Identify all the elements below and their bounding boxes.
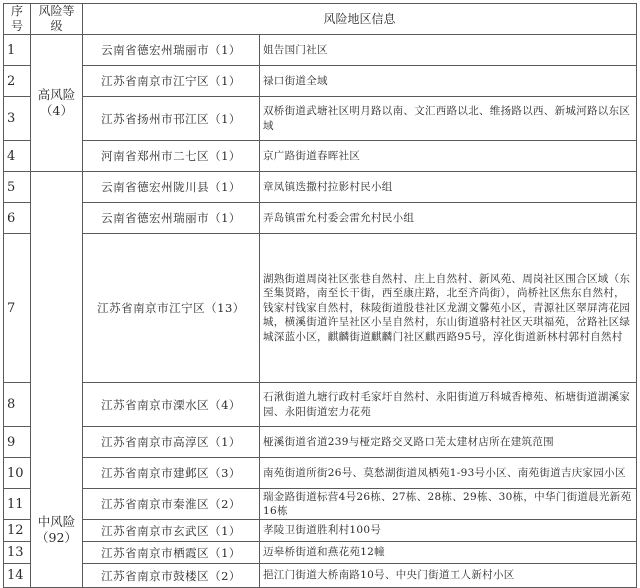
row-region: 江苏省南京市建邺区（3） — [83, 458, 260, 489]
row-seq: 14 — [4, 564, 31, 588]
header-seq: 序号 — [4, 4, 31, 35]
table-row — [4, 203, 637, 234]
level-label: 中风险 — [37, 513, 76, 529]
table-row — [4, 427, 637, 458]
table-row — [4, 520, 637, 542]
row-seq: 3 — [4, 97, 31, 141]
row-area: 桠溪街道省道239与桠定路交叉路口芜太建材店所在建筑范围 — [260, 427, 637, 458]
header-area: 风险地区信息 — [83, 4, 637, 35]
table-row — [4, 458, 637, 489]
row-area: 挹江门街道大桥南路10号、中央门街道工人新村小区 — [260, 564, 637, 588]
row-seq: 13 — [4, 542, 31, 564]
level-count: （4） — [40, 103, 73, 118]
table-row — [4, 542, 637, 564]
level-high-cell — [31, 35, 83, 172]
table-row — [4, 97, 637, 141]
row-seq: 8 — [4, 383, 31, 427]
row-area: 章凤镇迭撒村拉影村民小组 — [260, 172, 637, 203]
row-area: 双桥街道武塘社区明月路以南、文汇西路以北、维扬路以西、新城河路以东区域 — [260, 97, 637, 141]
row-seq: 10 — [4, 458, 31, 489]
level-label: 高风险 — [37, 87, 76, 102]
level-count: （92） — [36, 529, 77, 545]
row-region: 江苏省南京市玄武区（1） — [83, 520, 260, 542]
table-row — [4, 66, 637, 97]
row-area: 瑞金路街道标营4号26栋、27栋、28栋、29栋、30栋，中华门街道晨光新苑16栋 — [260, 489, 637, 520]
row-area: 禄口街道全域 — [260, 66, 637, 97]
row-area: 石湫街道九塘行政村毛家圩自然村、永阳街道万科城香樟苑、柘塘街道湖溪家园、永阳街道宏力花苑 — [260, 383, 637, 427]
row-seq: 1 — [4, 35, 31, 66]
row-area: 孝陵卫街道胜利村100号 — [260, 520, 637, 542]
row-seq: 9 — [4, 427, 31, 458]
row-region: 江苏省南京市江宁区（13） — [83, 234, 260, 383]
row-region: 江苏省南京市鼓楼区（2） — [83, 564, 260, 588]
row-seq: 5 — [4, 172, 31, 203]
row-area: 姐告国门社区 — [260, 35, 637, 66]
row-region: 江苏省南京市秦淮区（2） — [83, 489, 260, 520]
header-level: 风险等级 — [31, 4, 83, 35]
row-area: 南苑街道所街26号、莫愁湖街道凤栖苑1-93号小区、南苑街道吉庆家园小区 — [260, 458, 637, 489]
table-row — [4, 35, 637, 66]
table-row — [4, 141, 637, 172]
row-region: 云南省德宏州瑞丽市（1） — [83, 203, 260, 234]
row-seq: 4 — [4, 141, 31, 172]
risk-area-table — [3, 3, 637, 588]
row-area: 京广路街道春晖社区 — [260, 141, 637, 172]
row-area: 弄岛镇雷允村委会雷允村民小组 — [260, 203, 637, 234]
row-area: 湖熟街道周岗社区张巷自然村、庄上自然村、新风苑、周岗社区围合区域（东至集贤路，南至长干街，西至康庄路，北至齐尚街），尚桥社区焦东自然村，钱家村钱家自然村，秣陵街道殷巷社区龙湖文馨苑小区，青源社区翠屏湾花园城，横溪街道许呈社区小呈自然村，东山街道骆村社区天琪福苑，岔路社区绿城深蓝小区，麒麟街道麒麟门社区麒西路95号，淳化街道新林村郭村自然村 — [260, 234, 637, 383]
table-row — [4, 172, 637, 203]
row-region: 河南省郑州市二七区（1） — [83, 141, 260, 172]
row-seq: 6 — [4, 203, 31, 234]
row-region: 江苏省南京市栖霞区（1） — [83, 542, 260, 564]
row-seq: 7 — [4, 234, 31, 383]
table-header-row — [4, 4, 637, 35]
row-seq: 12 — [4, 520, 31, 542]
level-medium-cell — [31, 172, 83, 588]
table-row — [4, 383, 637, 427]
table-row — [4, 564, 637, 588]
row-seq: 11 — [4, 489, 31, 520]
row-region: 江苏省扬州市邗江区（1） — [83, 97, 260, 141]
row-region: 云南省德宏州瑞丽市（1） — [83, 35, 260, 66]
row-region: 江苏省南京市高淳区（1） — [83, 427, 260, 458]
row-region: 江苏省南京市溧水区（4） — [83, 383, 260, 427]
table-row — [4, 234, 637, 383]
row-region: 江苏省南京市江宁区（1） — [83, 66, 260, 97]
row-area: 迈皋桥街道和燕花苑12幢 — [260, 542, 637, 564]
row-seq: 2 — [4, 66, 31, 97]
row-region: 云南省德宏州陇川县（1） — [83, 172, 260, 203]
table-row — [4, 489, 637, 520]
